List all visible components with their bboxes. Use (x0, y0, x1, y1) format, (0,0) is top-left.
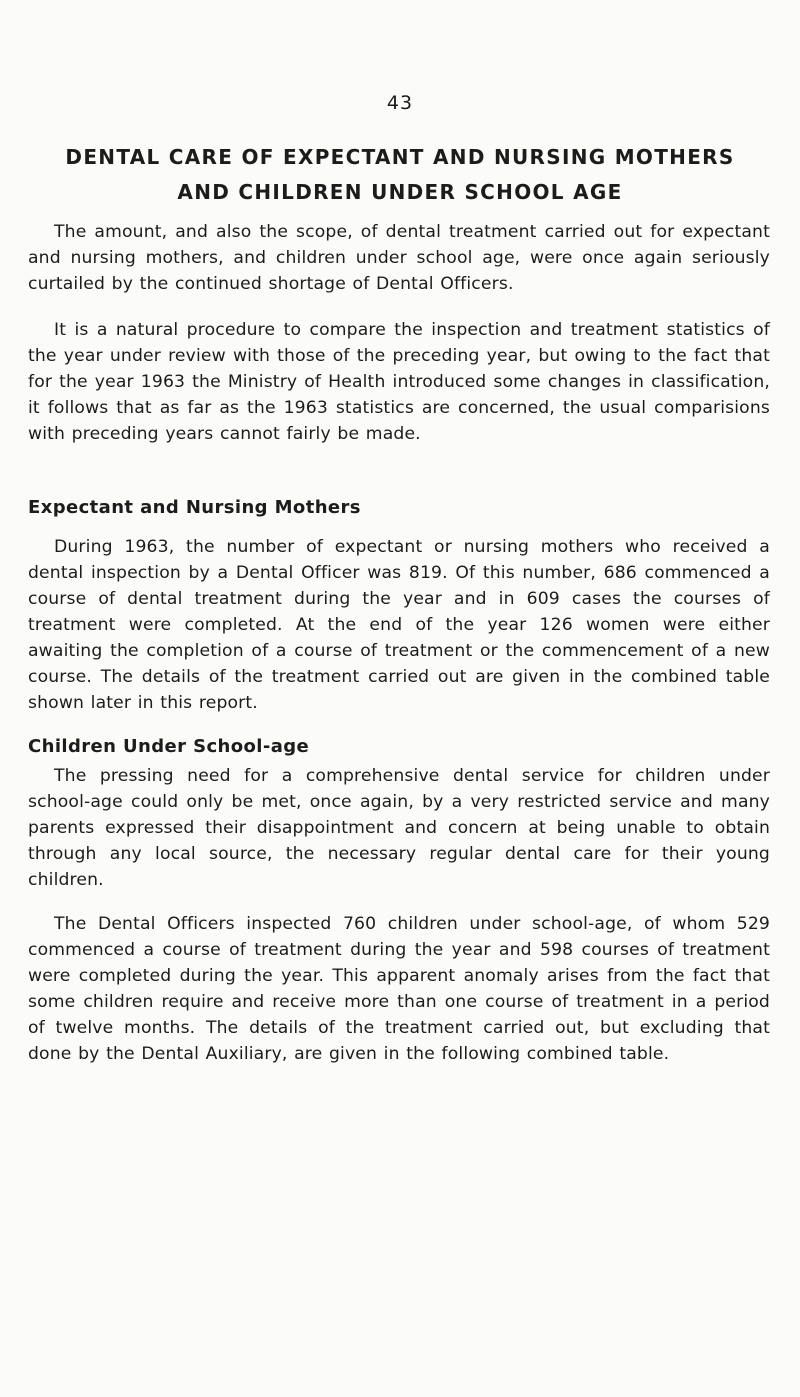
section-heading-children: Children Under School-age (28, 736, 310, 757)
children-paragraph-2: The Dental Officers inspected 760 children under school-age, of whom 529 commenced a course of treatment during the year and 598 courses of treatment were completed during the year. This apparent anomaly arises from the fact that some children require and receive more than one course of treatment in a period of twelve months. The details of the treatment carried out, but excluding that done by the Dental Auxiliary, are given in the following combined table. (28, 914, 770, 1064)
title-line-1: DENTAL CARE OF EXPECTANT AND NURSING MOTHERS (65, 145, 735, 169)
page-number: 43 (386, 92, 414, 114)
section-heading-mothers: Expectant and Nursing Mothers (28, 497, 361, 518)
intro-paragraph-1: The amount, and also the scope, of dental treatment carried out for expectant and nursing mothers, and children under school age, were once again seriously curtailed by the continued shortage of Dental Officers. (28, 222, 770, 294)
mothers-paragraph: During 1963, the number of expectant or nursing mothers who received a dental inspection by a Dental Officer was 819. Of this number, 686 commenced a course of dental treatment during the year and in 609 cases the courses of treatment were completed. At the end of the year 126 women were either awaiting the completion of a course of treatment or the commencement of a new course. The details of the treatment carried out are given in the combined table shown later in this report. (28, 537, 770, 713)
children-paragraph-1: The pressing need for a comprehensive dental service for children under school-age could only be met, once again, by a very restricted service and many parents expressed their disappointment and concern at being unable to obtain through any local source, the necessary regular dental care for their young children. (28, 766, 770, 890)
title-line-2: AND CHILDREN UNDER SCHOOL AGE (177, 180, 623, 204)
intro-paragraph-2: It is a natural procedure to compare the inspection and treatment statistics of the year under review with those of the preceding year, but owing to the fact that for the year 1963 the Ministry of Health introduced some changes in classification, it follows that as far as the 1963 statistics are concerned, the usual comparisions with preceding years cannot fairly be made. (28, 320, 770, 444)
page-title (30, 140, 770, 210)
